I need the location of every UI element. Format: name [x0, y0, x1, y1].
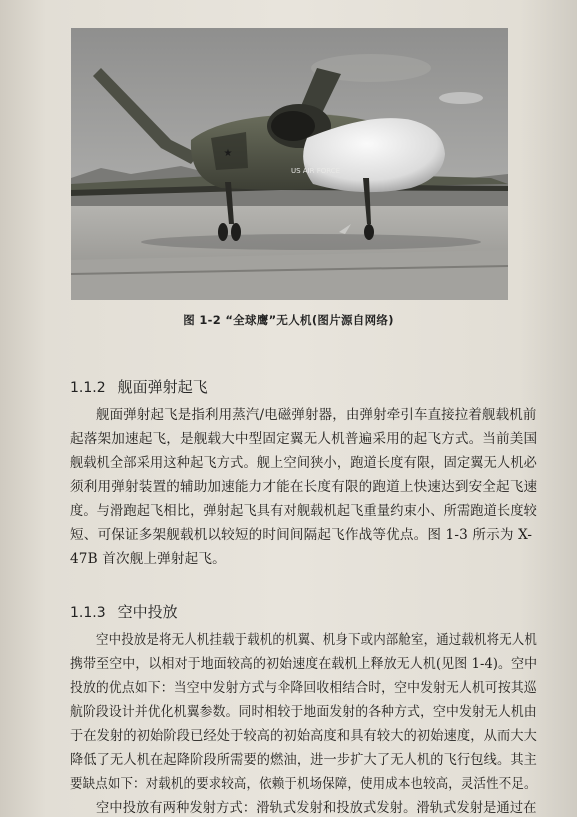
- svg-text:★: ★: [223, 148, 233, 159]
- text-line: 空中投放有两种发射方式：滑轨式发射和投放式发射。滑轨式发射是通过在: [96, 800, 537, 816]
- text-line: 航阶段设计并优化机翼参数。同时相较于地面发射的各种方式，空中发射无人机由: [70, 704, 537, 720]
- section-number: 1.1.3: [70, 605, 106, 621]
- section-title: 空中投放: [117, 603, 178, 621]
- text-line: 须利用弹射装置的辅助加速能力才能在长度有限的跑道上快速达到安全起飞速: [70, 479, 538, 495]
- text-line: 舰面弹射起飞是指利用蒸汽/电磁弹射器，由弹射牵引车直接拉着舰载机前: [96, 407, 537, 423]
- global-hawk-photo: [71, 28, 508, 300]
- text-line: 短、可保证多架舰载机以较短的时间间隔起飞作战等优点。图 1-3 所示为 X-: [70, 527, 533, 543]
- text-line: 度。与滑跑起飞相比，弹射起飞具有对舰载机起飞重量约束小、所需跑道长度较: [70, 503, 538, 519]
- text-line: 携带至空中，以相对于地面较高的初始速度在载机上释放无人机(见图 1-4)。空中: [70, 656, 538, 672]
- text-line: 舰载机全部采用这种起飞方式。舰上空间狭小，跑道长度有限，固定翼无人机必: [70, 455, 538, 471]
- section-number: 1.1.2: [70, 380, 106, 396]
- section-title: 舰面弹射起飞: [117, 378, 208, 396]
- section-heading: [70, 601, 178, 622]
- global-hawk-illustration: [71, 28, 508, 300]
- tail-marking: US AIR FORCE: [291, 167, 341, 175]
- text-line: 于在发射的初始阶段已经处于较高的初始高度和具有较大的初始速度，从而大大: [70, 728, 538, 744]
- text-line: 空中投放是将无人机挂载于载机的机翼、机身下或内部舱室，通过载机将无人机: [96, 632, 538, 648]
- figure-caption: 图 1-2 “全球鹰”无人机(图片源自网络): [183, 313, 394, 327]
- section-heading: [70, 376, 208, 397]
- text-line: 47B 首次舰上弹射起飞。: [70, 551, 226, 567]
- text-line: 降低了无人机在起降阶段所需要的燃油，进一步扩大了无人机的飞行包线。其主: [70, 752, 538, 768]
- text-line: 起落架加速起飞，是舰载大中型固定翼无人机普遍采用的起飞方式。当前美国: [70, 431, 538, 447]
- text-line: 投放的优点如下：当空中发射方式与伞降回收相结合时，空中发射无人机可按其巡: [70, 680, 537, 696]
- text-line: 要缺点如下：对载机的要求较高，依赖于机场保障，使用成本也较高，灵活性不足。: [70, 776, 537, 792]
